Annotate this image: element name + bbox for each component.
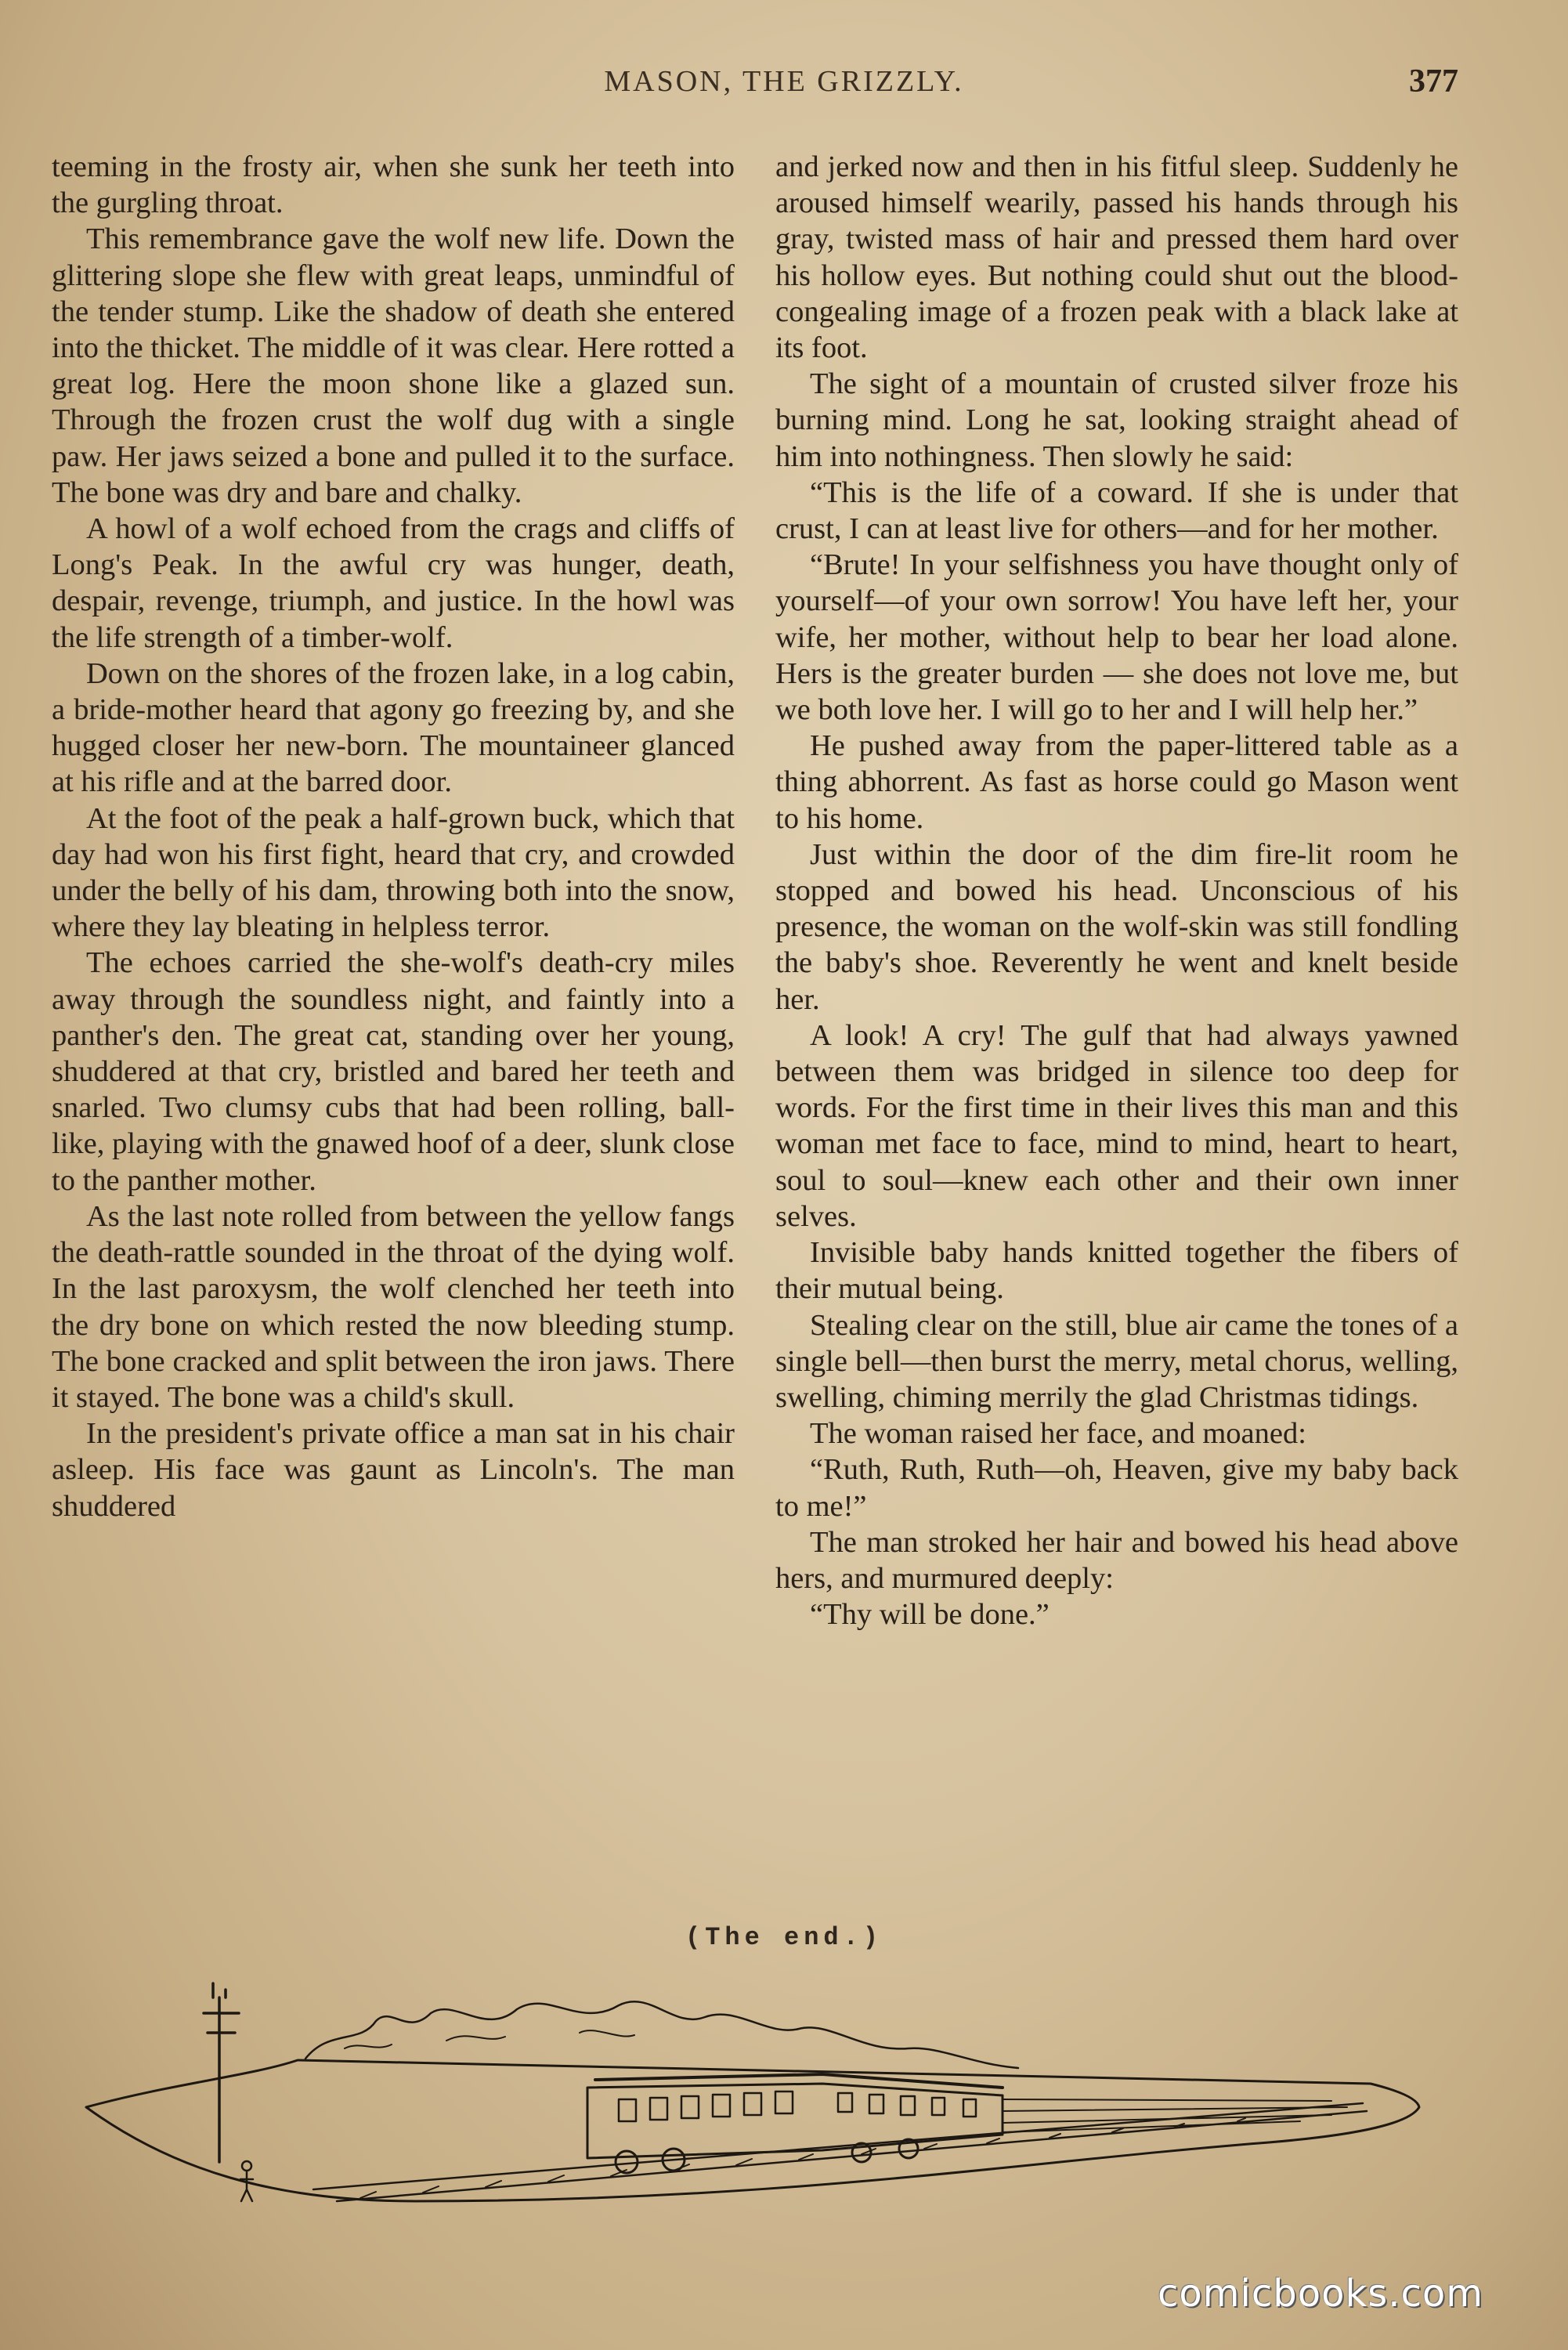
- paragraph: He pushed away from the paper-littered table as a thing abhorrent. As fast as horse could go Mason went to his home.: [775, 729, 1458, 835]
- paragraph: Stealing clear on the still, blue air came the tones of a single bell—then burst the merry, metal chorus, welling, swelling, chiming merrily the glad Christmas tidings.: [775, 1308, 1458, 1414]
- paragraph: teeming in the frosty air, when she sunk her teeth into the gurgling throat.: [52, 150, 735, 220]
- telegraph-pole: [204, 1983, 239, 2162]
- mountain-ridge: [305, 2001, 1018, 2068]
- right-text-column: [775, 149, 1458, 1632]
- paragraph: In the president's private office a man sat in his chair asleep. His face was gaunt as Lincoln's. The man shuddered: [52, 1417, 735, 1523]
- train-vignette-illustration: [78, 1966, 1425, 2209]
- paragraph: “Ruth, Ruth, Ruth—oh, Heaven, give my baby back to me!”: [775, 1453, 1458, 1523]
- paragraph: Just within the door of the dim fire-lit room he stopped and bowed his head. Unconscious of his presence, the woman on the wolf-skin was still fondling the baby's shoe. Reverently he went and knelt beside her.: [775, 837, 1458, 1016]
- paragraph: A look! A cry! The gulf that had always yawned between them was bridged in silence too deep for words. For the first time in their lives this man and this woman met face to face, mind to mind, heart to heart, soul to soul—knew each other and their own inner selves.: [775, 1018, 1458, 1233]
- paragraph: and jerked now and then in his fitful sleep. Suddenly he aroused himself wearily, passed his hands through his gray, twisted mass of hair and pressed them hard over his hollow eyes. But nothing could shut out the blood-congealing image of a frozen peak with a black lake at its foot.: [775, 150, 1458, 365]
- paragraph: Invisible baby hands knitted together the fibers of their mutual being.: [775, 1236, 1458, 1306]
- vignette-outline: [86, 2060, 1419, 2201]
- paragraph: This remembrance gave the wolf new life. Down the glittering slope she flew with great leaps, unmindful of the tender stump. Like the shadow of death she entered into the thicket. The middle of it was clear. Here rotted a great log. Here the moon shone like a glazed sun. Through the frozen crust the wolf dug with a single paw. Her jaws seized a bone and pulled it to the surface. The bone was dry and bare and chalky.: [52, 222, 735, 509]
- paragraph: Down on the shores of the frozen lake, in a log cabin, a bride-mother heard that agony go freezing by, and she hugged closer her new-born. The mountaineer glanced at his rifle and at the barred door.: [52, 656, 735, 799]
- paragraph: The woman raised her face, and moaned:: [810, 1417, 1306, 1451]
- train-car: [587, 2074, 1003, 2173]
- left-text-column: [52, 149, 735, 1524]
- end-mark: (The end.): [685, 1923, 883, 1952]
- paragraph: The echoes carried the she-wolf's death-cry miles away through the soundless night, and faintly into a panther's den. The great cat, standing over her young, shuddered at that cry, bristled and bared her teeth and snarled. Two clumsy cubs that had been rolling, ball-like, playing with the gnawed hoof of a deer, slunk close to the panther mother.: [52, 946, 735, 1197]
- paragraph: “Thy will be done.”: [810, 1598, 1050, 1632]
- paragraph: The man stroked her hair and bowed his head above hers, and murmured deeply:: [775, 1525, 1458, 1595]
- paragraph: “Brute! In your selfishness you have thought only of yourself—of your own sorrow! You have left her, your wife, her mother, without help to bear her load alone. Hers is the greater burden — she does not love me, but we both love her. I will go to her and I will help her.”: [775, 548, 1458, 727]
- page-number: 377: [1409, 63, 1458, 99]
- paragraph: As the last note rolled from between the yellow fangs the death-rattle sounded in the throat of the dying wolf. In the last paroxysm, the wolf clenched her teeth into the dry bone on which rested the now bleeding stump. The bone cracked and split between the iron jaws. There it stayed. The bone was a child's skull.: [52, 1199, 735, 1414]
- paragraph: At the foot of the peak a half-grown buck, which that day had won his first fight, heard that cry, and crowded under the belly of his dam, throwing both into the snow, where they lay bleating in helpless terror.: [52, 801, 735, 944]
- watermark: comicbooks.com: [1158, 2272, 1484, 2316]
- paragraph: “This is the life of a coward. If she is under that crust, I can at least live for others—and for her mother.: [775, 475, 1458, 546]
- paragraph: A howl of a wolf echoed from the crags and cliffs of Long's Peak. In the awful cry was hunger, death, despair, revenge, triumph, and justice. In the howl was the life strength of a timber-wolf.: [52, 512, 735, 654]
- running-title: MASON, THE GRIZZLY.: [604, 65, 964, 98]
- paragraph: The sight of a mountain of crusted silver froze his burning mind. Long he sat, looking straight ahead of him into nothingness. Then slowly he said:: [775, 367, 1458, 473]
